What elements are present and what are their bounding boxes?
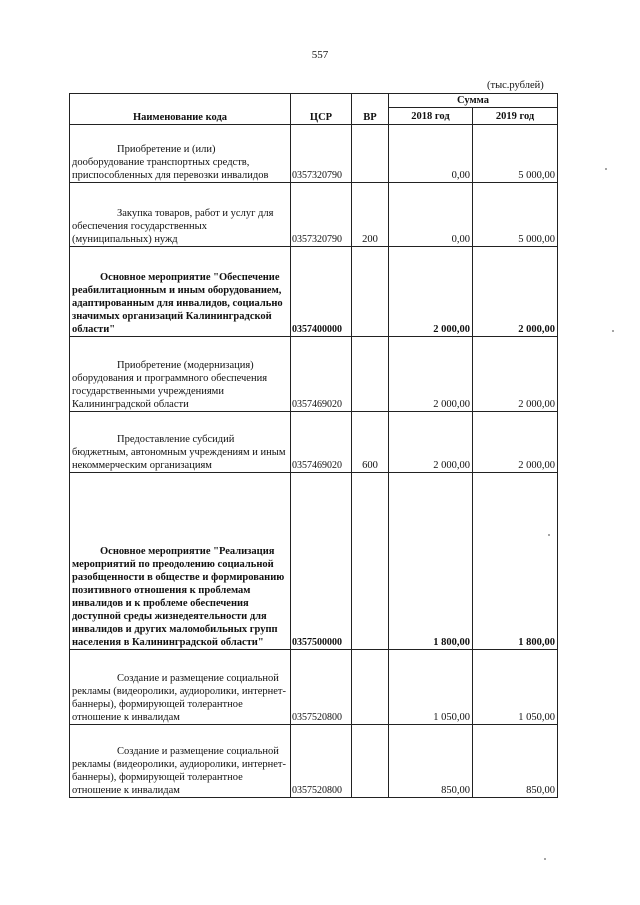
row-vr — [352, 473, 389, 650]
row-vr — [352, 337, 389, 412]
row-2019: 1 050,00 — [473, 650, 558, 725]
row-2019: 5 000,00 — [473, 125, 558, 183]
row-2018: 1 800,00 — [389, 473, 473, 650]
row-vr — [352, 650, 389, 725]
row-name: Основное мероприятие "Реализация мероприятий по преодолению социальной разобщенности в обществе и формированию позитивного отношения к проблемам инвалидов и к проблеме обеспечения доступной среды жизнедеятельности для инвалидов и других маломобильных групп населения в Калининградской области" — [70, 473, 291, 650]
table-row — [70, 337, 558, 412]
scan-speck — [544, 858, 546, 860]
table-row — [70, 725, 558, 798]
row-2018: 2 000,00 — [389, 412, 473, 473]
row-csr: 0357469020 — [291, 337, 352, 412]
table-row — [70, 125, 558, 183]
table-row — [70, 183, 558, 247]
row-2019: 2 000,00 — [473, 412, 558, 473]
row-csr: 0357520800 — [291, 650, 352, 725]
header-name: Наименование кода — [70, 94, 291, 125]
row-2019: 850,00 — [473, 725, 558, 798]
row-2019: 2 000,00 — [473, 337, 558, 412]
budget-table — [69, 93, 558, 798]
row-vr — [352, 125, 389, 183]
row-name: Приобретение и (или) дооборудование транспортных средств, приспособленных для перевозки инвалидов — [70, 125, 291, 183]
table-row — [70, 247, 558, 337]
header-2019: 2019 год — [473, 108, 558, 125]
row-csr: 0357500000 — [291, 473, 352, 650]
row-name: Создание и размещение социальной рекламы (видеоролики, аудиоролики, интернет-баннеры), формирующей толерантное отношение к инвалидам — [70, 650, 291, 725]
table-row — [70, 650, 558, 725]
row-2018: 1 050,00 — [389, 650, 473, 725]
row-csr: 0357400000 — [291, 247, 352, 337]
row-2019: 2 000,00 — [473, 247, 558, 337]
header-sum: Сумма — [389, 94, 558, 108]
row-2018: 2 000,00 — [389, 337, 473, 412]
units-label: (тыс.рублей) — [487, 80, 544, 91]
header-2018: 2018 год — [389, 108, 473, 125]
row-vr: 200 — [352, 183, 389, 247]
row-vr — [352, 725, 389, 798]
row-name: Основное мероприятие "Обеспечение реабилитационным и иным оборудованием, адаптированным для инвалидов, социально значимых организаций Калининградской области" — [70, 247, 291, 337]
page-number: 557 — [311, 49, 329, 61]
row-2018: 0,00 — [389, 125, 473, 183]
row-2019: 1 800,00 — [473, 473, 558, 650]
row-name: Предоставление субсидий бюджетным, автономным учреждениям и иным некоммерческим организациям — [70, 412, 291, 473]
row-csr: 0357469020 — [291, 412, 352, 473]
row-2018: 0,00 — [389, 183, 473, 247]
header-vr: ВР — [352, 94, 389, 125]
scan-speck — [612, 330, 614, 332]
table-row — [70, 412, 558, 473]
table-row — [70, 473, 558, 650]
row-2019: 5 000,00 — [473, 183, 558, 247]
row-name: Приобретение (модернизация) оборудования и программного обеспечения государственными учреждениями Калининградской области — [70, 337, 291, 412]
header-csr: ЦСР — [291, 94, 352, 125]
scan-speck — [548, 534, 550, 536]
row-name: Создание и размещение социальной рекламы (видеоролики, аудиоролики, интернет-баннеры), формирующей толерантное отношение к инвалидам — [70, 725, 291, 798]
row-csr: 0357320790 — [291, 125, 352, 183]
scan-speck — [605, 168, 607, 170]
row-name: Закупка товаров, работ и услуг для обеспечения государственных (муниципальных) нужд — [70, 183, 291, 247]
row-2018: 850,00 — [389, 725, 473, 798]
row-2018: 2 000,00 — [389, 247, 473, 337]
row-vr — [352, 247, 389, 337]
row-vr: 600 — [352, 412, 389, 473]
row-csr: 0357520800 — [291, 725, 352, 798]
row-csr: 0357320790 — [291, 183, 352, 247]
